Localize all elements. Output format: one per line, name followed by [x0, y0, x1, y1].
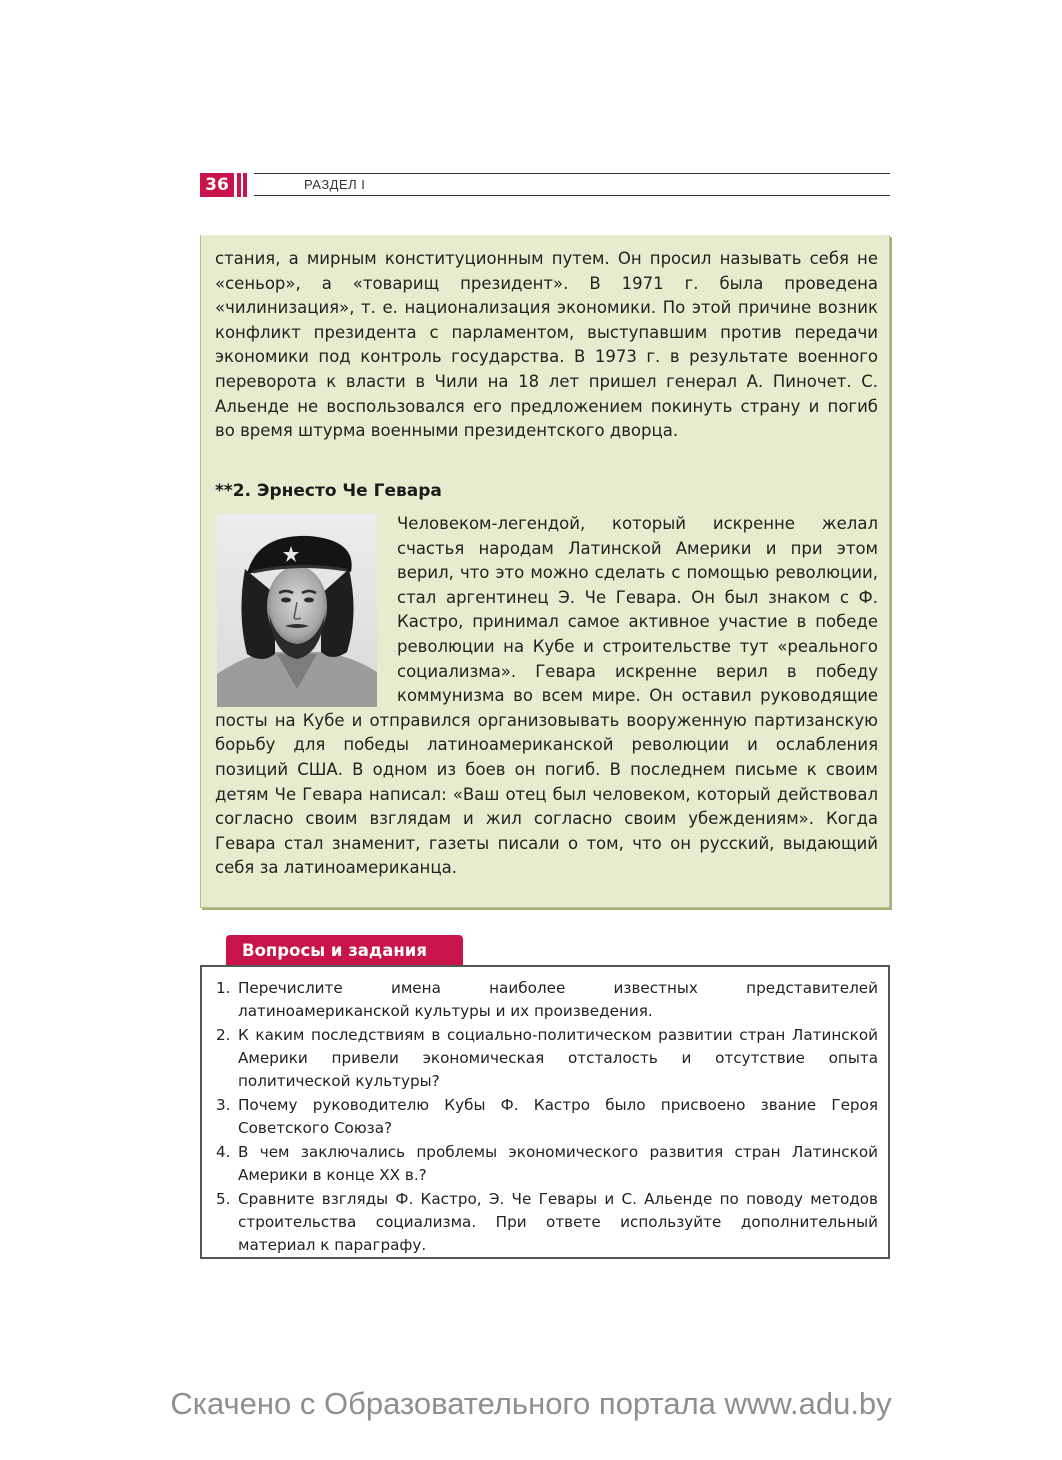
header-rule: [254, 173, 890, 174]
question-number: 1.: [216, 979, 231, 997]
questions-title-tab: Вопросы и задания: [226, 935, 463, 967]
questions-list: [216, 977, 878, 1258]
question-number: 3.: [216, 1096, 231, 1114]
question-text: К каким последствиям в социально-политическом развитии стран Латинской Америки привели экономическая отсталость и отсутствие опыта политической культуры?: [238, 1026, 878, 1090]
question-text: В чем заключались проблемы экономического развития стран Латинской Америки в конце XX в.?: [238, 1143, 878, 1184]
question-text: Сравните взгляды Ф. Кастро, Э. Че Гевары и С. Альенде по поводу методов строительства социализма. При ответе используйте дополнительный материал к параграфу.: [238, 1190, 878, 1254]
header-accent-bar: [243, 173, 247, 197]
image-float-spacer: [215, 512, 397, 708]
page-header: [200, 173, 890, 197]
supplementary-material-box: [200, 235, 890, 908]
download-source-watermark: Скачено с Образовательного портала www.adu.by: [170, 1386, 892, 1421]
subheading-che-guevara: **2. Эрнесто Че Гевара: [215, 481, 442, 501]
question-text: Почему руководителю Кубы Ф. Кастро было присвоено звание Героя Советского Союза?: [238, 1096, 878, 1137]
question-item: [216, 1188, 878, 1257]
question-number: 5.: [216, 1190, 231, 1208]
question-item: [216, 977, 878, 1023]
section-title: РАЗДЕЛ I: [304, 177, 366, 192]
page-number: 36: [200, 173, 234, 197]
questions-box: [200, 965, 890, 1259]
question-item: [216, 1094, 878, 1140]
question-number: 4.: [216, 1143, 231, 1161]
paragraph-che-guevara: [215, 512, 878, 881]
paragraph-che-guevara-text: Человеком-легендой, который искренне желал счастья народам Латинской Америки и при этом верил, что это можно сделать с помощью революции, стал аргентинец Э. Че Гевара. Он был знаком с Ф. Кастро, принимал самое активное участие в победе революции на Кубе и строительстве тут «реального социализма». Гевара искренне верил в победу коммунизма во всем мире. Он оставил руководящие посты на Кубе и отправился организовывать вооруженную партизанскую борьбу для победы латиноамериканской революции и ослабления позиций США. В одном из боев он погиб. В последнем письме к своим детям Че Гевара написал: «Ваш отец был человеком, который действовал согласно своим взглядам и жил согласно своим убеждениям». Когда Гевара стал знаменит, газеты писали о том, что он русский, выдающий себя за латиноамериканца.: [215, 514, 878, 878]
question-item: [216, 1024, 878, 1093]
paragraph-allende: стания, а мирным конституционным путем. Он просил называть себя не «сеньор», а «товарищ президент». В 1971 г. была проведена «чилинизация», т. е. национализация экономики. По этой причине возник конфликт президента с парламентом, выступавшим против передачи экономики под контроль государства. В 1973 г. в результате военного переворота к власти в Чили на 18 лет пришел генерал А. Пиночет. С. Альенде не воспользовался его предложением покинуть страну и погиб во время штурма военными президентского дворца.: [215, 249, 878, 441]
question-number: 2.: [216, 1026, 231, 1044]
question-text: Перечислите имена наиболее известных представителей латиноамериканской культуры и их произведения.: [238, 979, 878, 1020]
question-item: [216, 1141, 878, 1187]
header-accent-bar: [237, 173, 241, 197]
header-rule: [254, 195, 890, 196]
